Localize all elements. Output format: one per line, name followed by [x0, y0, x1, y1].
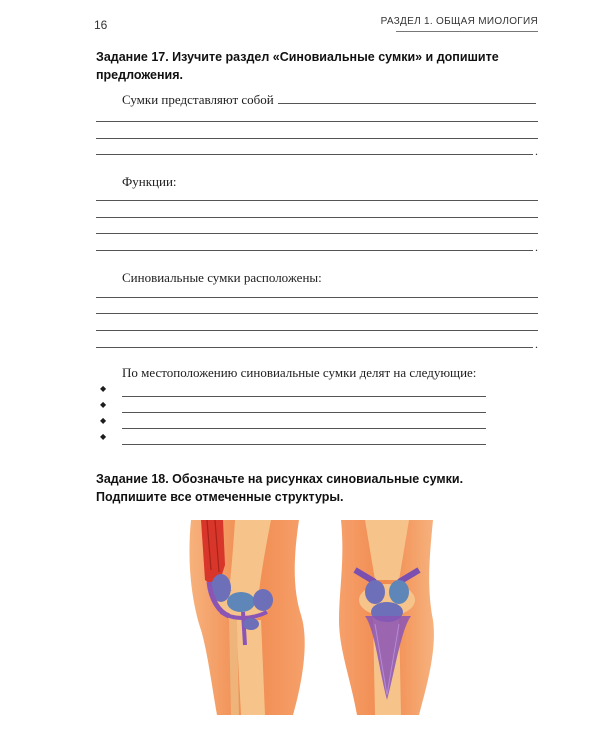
answer-line[interactable] [122, 428, 486, 429]
prompt-represent-text: Сумки представляют собой [122, 92, 274, 107]
page-header [0, 16, 600, 40]
answer-line[interactable] [96, 138, 538, 139]
bullet-icon: ◆ [100, 400, 107, 409]
end-period: . [535, 144, 538, 158]
prompt-represent [122, 92, 536, 108]
answer-line[interactable] [122, 396, 486, 397]
bullet-answer-row [100, 434, 486, 450]
answer-line[interactable] [278, 102, 536, 104]
task-17-title: Задание 17. Изучите раздел «Синовиальные сумки» и допишите предложения. [96, 50, 499, 82]
answer-line[interactable] [96, 313, 538, 314]
page-number: 16 [94, 18, 108, 32]
answer-line[interactable] [96, 330, 538, 331]
answer-line[interactable] [122, 412, 486, 413]
bullet-icon: ◆ [100, 416, 107, 425]
answer-line[interactable] [96, 250, 533, 251]
prompt-classification-text: По местоположению синовиальные сумки делят на следующие: [122, 365, 477, 380]
bullet-icon: ◆ [100, 432, 107, 441]
answer-line[interactable] [96, 233, 538, 234]
answer-line[interactable] [96, 154, 533, 155]
bullet-answer-row [100, 402, 486, 418]
prompt-functions [122, 174, 177, 190]
bullet-answer-row [100, 386, 486, 402]
end-period: . [535, 337, 538, 351]
header-rule [396, 31, 538, 32]
knee-posterior-view-illustration [335, 520, 437, 715]
bullet-icon: ◆ [100, 384, 107, 393]
running-head: РАЗДЕЛ 1. ОБЩАЯ МИОЛОГИЯ [380, 16, 538, 27]
prompt-located-text: Синовиальные сумки расположены: [122, 270, 322, 285]
knee-lateral-view-illustration [181, 520, 309, 715]
prompt-located [122, 270, 322, 286]
bullet-answer-row [100, 418, 486, 434]
answer-line[interactable] [122, 444, 486, 445]
end-period: . [535, 240, 538, 254]
answer-line[interactable] [96, 347, 533, 348]
answer-line[interactable] [96, 200, 538, 201]
task-18-title: Задание 18. Обозначьте на рисунках синовиальные сумки. Подпишите все отмеченные структуры. [96, 472, 464, 504]
answer-line[interactable] [96, 217, 538, 218]
prompt-functions-text: Функции: [122, 174, 177, 189]
prompt-classification [122, 365, 476, 381]
answer-line[interactable] [96, 297, 538, 298]
answer-line[interactable] [96, 121, 538, 122]
